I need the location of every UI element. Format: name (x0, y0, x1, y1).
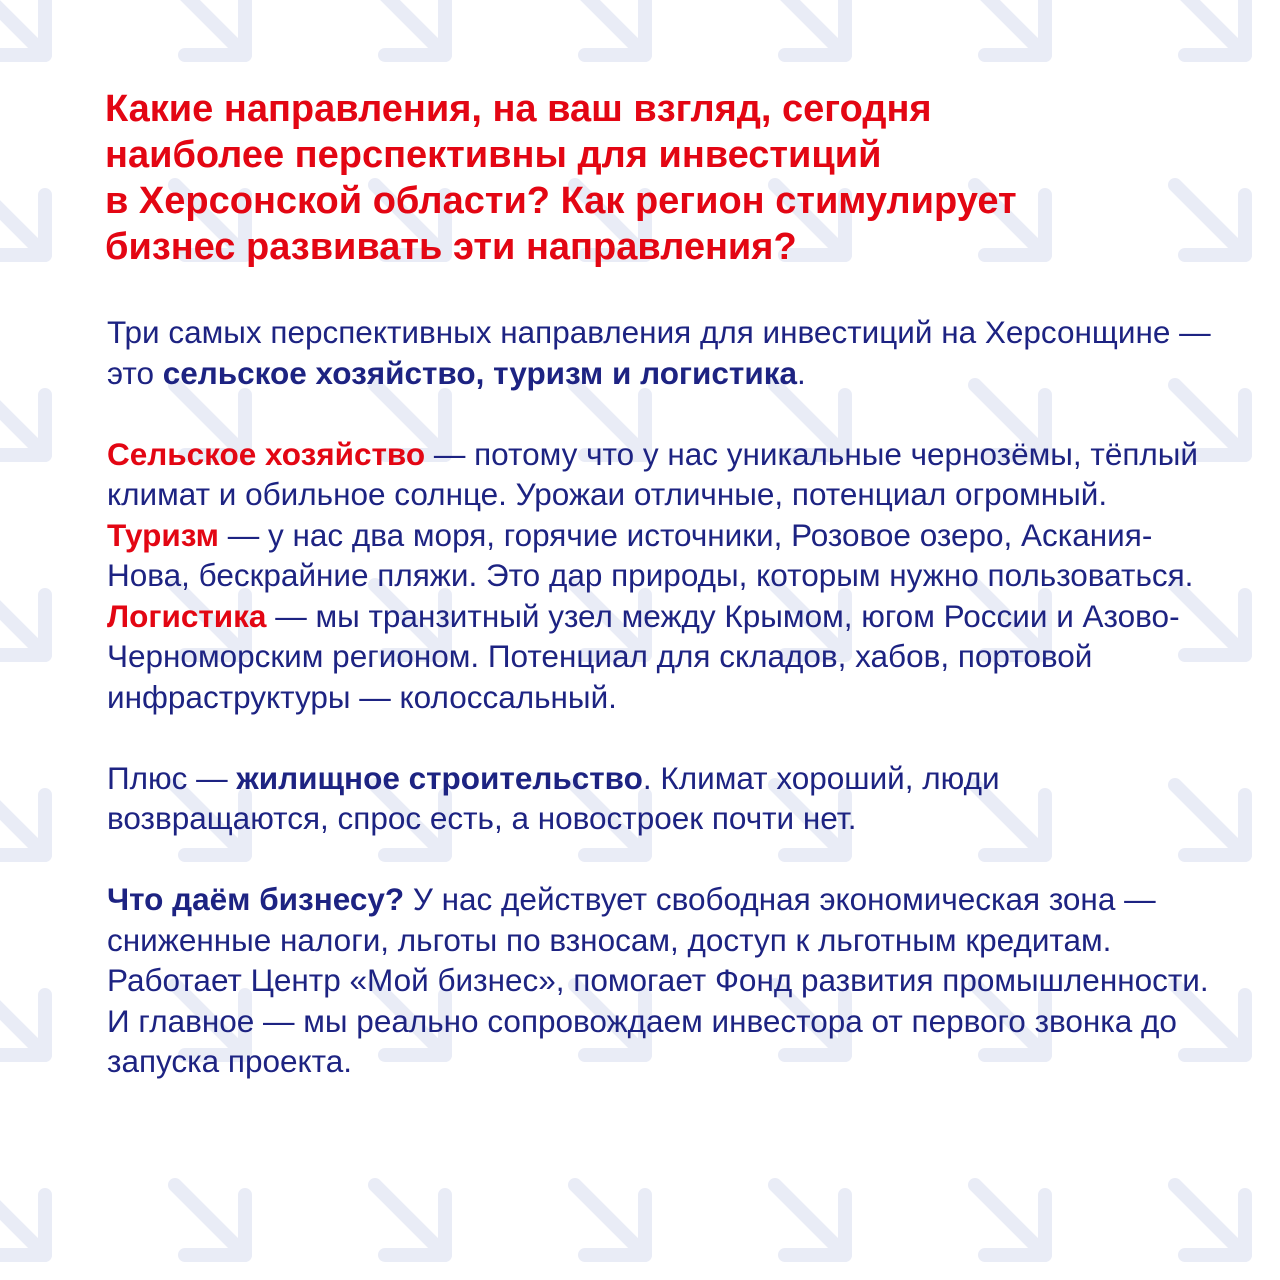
question-heading (105, 86, 1225, 270)
intro-text: Три самых перспективных направления для инвестиций на Херсонщине — это (107, 314, 1211, 391)
question-line: Какие направления, на ваш взгляд, сегодня (105, 88, 932, 130)
intro-paragraph (107, 312, 1217, 393)
direction-tourism (107, 515, 1217, 596)
direction-text: — потому что у нас уникальные чернозёмы, тёплый климат и обильное солнце. Урожаи отличные, потенциал огромный. (107, 435, 1199, 512)
direction-title: Сельское хозяйство (107, 435, 426, 472)
business-paragraph (107, 879, 1217, 1082)
intro-highlight: сельское хозяйство, туризм и логистика (162, 354, 798, 391)
spacer (107, 839, 1217, 880)
plus-end: . Климат хороший, люди возвращаются, спрос есть, а новостроек почти нет. (107, 759, 1000, 836)
plus-paragraph (107, 758, 1217, 839)
plus-highlight: жилищное строительство (236, 759, 643, 796)
spacer (107, 717, 1217, 758)
question-line: бизнес развивать эти направления? (105, 226, 797, 268)
direction-agriculture (107, 434, 1217, 515)
business-question: Что даём бизнесу? (107, 881, 405, 917)
business-text: У нас действует свободная экономическая зона — сниженные налоги, льготы по взносам, доступ к льготным кредитам. Работает Центр «Мой бизнес», помогает Фонд развития промышленности. И главное — мы реально сопровождаем инвестора от первого звонка до запуска проекта. (107, 881, 1209, 1079)
question-line: наиболее перспективны для инвестиций (105, 134, 882, 176)
question-line: в Херсонской области? Как регион стимулирует (105, 180, 1017, 222)
answer-body (107, 312, 1217, 1082)
direction-title: Туризм (107, 516, 219, 553)
plus-text: Плюс — (107, 759, 237, 796)
intro-end: . (797, 354, 806, 391)
direction-text: — мы транзитный узел между Крымом, югом России и Азово-Черноморским регионом. Потенциал для складов, хабов, портовой инфраструктуры — колоссальный. (107, 597, 1180, 715)
direction-logistics (107, 596, 1217, 718)
direction-text: — у нас два моря, горячие источники, Розовое озеро, Аскания-Нова, бескрайние пляжи. Это дар природы, которым нужно пользоваться. (107, 516, 1194, 593)
spacer (107, 393, 1217, 434)
direction-title: Логистика (107, 597, 267, 634)
